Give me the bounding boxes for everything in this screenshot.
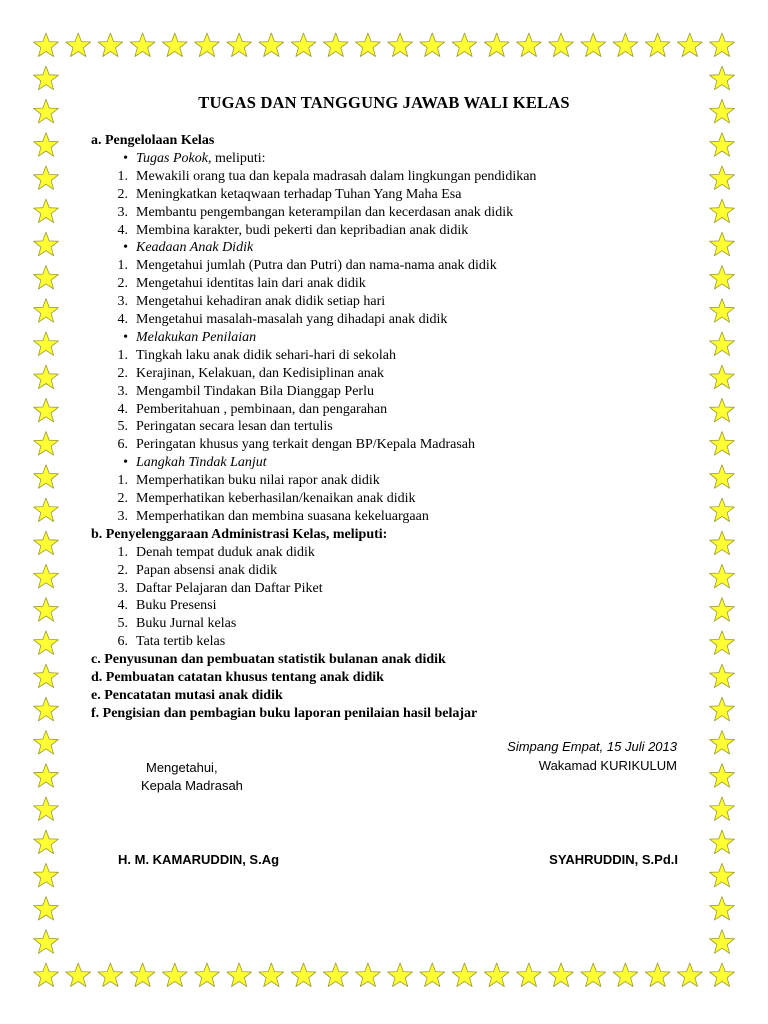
section-e-heading: e. Pencatatan mutasi anak didik [91, 687, 283, 703]
list-item-text: Denah tempat duduk anak didik [136, 544, 315, 560]
bullet-icon: • [123, 150, 128, 166]
section-c-heading: c. Penyusunan dan pembuatan statistik bulanan anak didik [91, 652, 446, 668]
list-number: 4. [117, 222, 128, 238]
list-number: 5. [117, 419, 128, 435]
list-number: 6. [117, 437, 128, 453]
page-title: TUGAS DAN TANGGUNG JAWAB WALI KELAS [198, 93, 570, 112]
list-number: 6. [117, 634, 128, 650]
list-number: 2. [117, 276, 128, 292]
list-item-text: Papan absensi anak didik [136, 562, 278, 578]
list-number: 5. [117, 616, 128, 632]
bullet-icon: • [123, 240, 128, 256]
list-item-text: Peringatan secara lesan dan tertulis [136, 419, 333, 435]
list-item-text: Mengetahui jumlah (Putra dan Putri) dan nama-nama anak didik [136, 258, 497, 274]
list-item-text: Kerajinan, Kelakuan, dan Kedisiplinan anak [136, 365, 385, 381]
subsection-label: Langkah Tindak Lanjut [136, 455, 267, 471]
section-a-heading: a. Pengelolaan Kelas [91, 133, 215, 148]
list-item-text: Meningkatkan ketaqwaan terhadap Tuhan Yang Maha Esa [136, 186, 462, 202]
list-number: 4. [117, 312, 128, 327]
subsection-label: Tugas Pokok [136, 150, 208, 166]
subsection-label: Melakukan Penilaian [136, 329, 257, 345]
list-number: 4. [117, 401, 128, 417]
signature-left-line2: Kepala Madrasah [141, 778, 243, 793]
list-item-text: Tata tertib kelas [136, 634, 226, 650]
list-number: 2. [117, 186, 128, 202]
signature-right-title: Wakamad KURIKULUM [538, 758, 677, 773]
list-number: 2. [117, 365, 128, 381]
signature-left-line1: Mengetahui, [146, 760, 218, 775]
list-item-text: Mengetahui masalah-masalah yang dihadapi anak didik [136, 312, 448, 327]
signature-right-name: SYAHRUDDIN, S.Pd.I [549, 852, 678, 867]
list-item-text: Membantu pengembangan keterampilan dan kecerdasan anak didik [136, 204, 514, 220]
bullet-icon: • [123, 329, 128, 345]
subsection-label: Keadaan Anak Didik [136, 240, 254, 256]
list-item-text: Daftar Pelajaran dan Daftar Piket [136, 580, 323, 596]
list-item-text: Tingkah laku anak didik sehari-hari di sekolah [136, 347, 396, 363]
list-item-text: Peringatan khusus yang terkait dengan BP/Kepala Madrasah [136, 437, 476, 453]
list-number: 3. [117, 580, 128, 596]
section-f-heading: f. Pengisian dan pembagian buku laporan penilaian hasil belajar [91, 705, 478, 721]
list-item-text: Buku Presensi [136, 598, 217, 614]
list-number: 1. [117, 347, 128, 363]
list-item-text: Mewakili orang tua dan kepala madrasah dalam lingkungan pendidikan [136, 168, 537, 184]
list-item-text: Membina karakter, budi pekerti dan kepribadian anak didik [136, 222, 469, 238]
list-item-text: Memperhatikan keberhasilan/kenaikan anak didik [136, 491, 416, 506]
subsection-label-suffix: , meliputi: [207, 150, 266, 166]
list-item-text: Memperhatikan dan membina suasana kekeluargaan [136, 508, 429, 524]
section-b-heading: b. Penyelenggaraan Administrasi Kelas, meliputi: [91, 526, 388, 542]
signature-place-date: Simpang Empat, 15 Juli 2013 [507, 739, 677, 754]
list-item-text: Buku Jurnal kelas [136, 616, 237, 632]
list-number: 3. [117, 294, 128, 310]
signature-left-name: H. M. KAMARUDDIN, S.Ag [118, 852, 280, 867]
list-number: 1. [117, 544, 128, 560]
list-item-text: Mengetahui kehadiran anak didik setiap hari [136, 294, 386, 310]
list-number: 4. [117, 598, 128, 614]
bullet-icon: • [123, 455, 128, 471]
list-number: 3. [117, 508, 128, 524]
list-number: 3. [117, 204, 128, 220]
list-item-text: Pemberitahuan , pembinaan, dan pengarahan [136, 401, 388, 417]
list-number: 2. [117, 562, 128, 578]
section-d-heading: d. Pembuatan catatan khusus tentang anak didik [91, 670, 384, 685]
list-number: 3. [117, 383, 128, 399]
list-item-text: Mengambil Tindakan Bila Dianggap Perlu [136, 383, 374, 399]
list-number: 1. [117, 258, 128, 274]
list-number: 2. [117, 491, 128, 506]
list-number: 1. [117, 473, 128, 489]
list-number: 1. [117, 168, 128, 184]
list-item-text: Mengetahui identitas lain dari anak didik [136, 276, 366, 292]
list-item-text: Memperhatikan buku nilai rapor anak didik [136, 473, 380, 489]
